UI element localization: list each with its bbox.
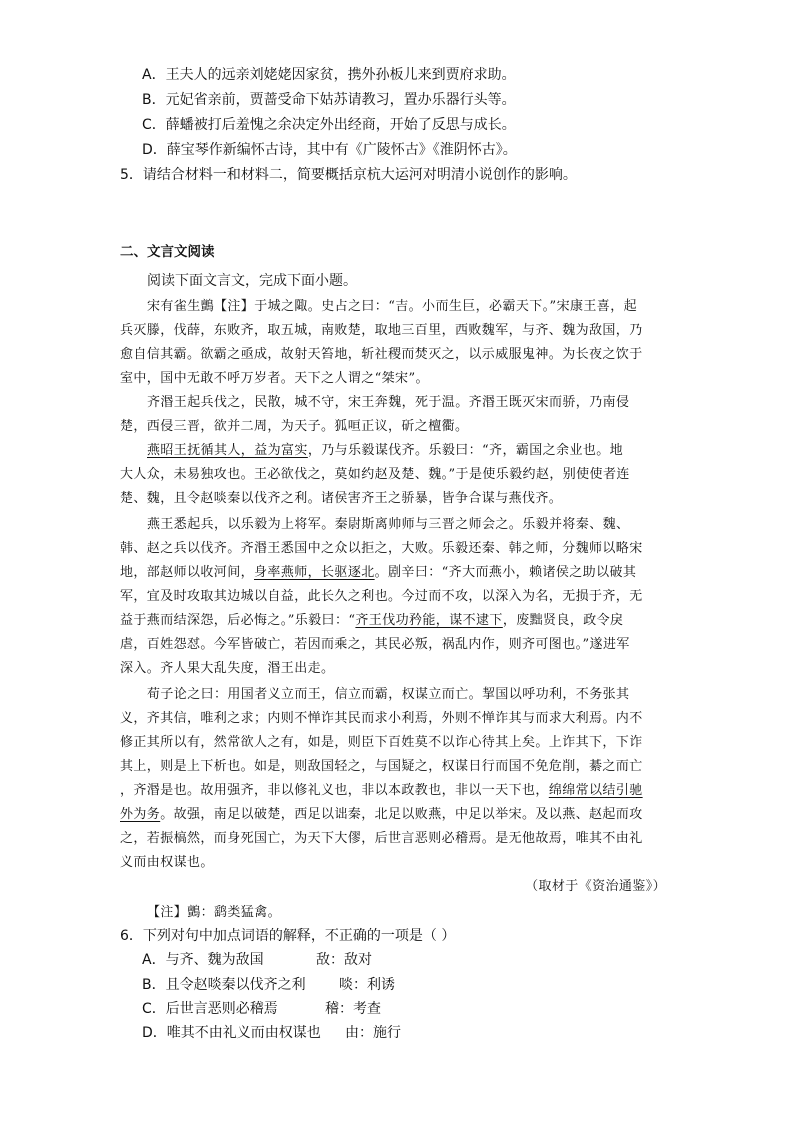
passage-line: 之，若振槁然，而身死国亡，为天下大僇，后世言恶则必稽焉。是无他故焉，唯其不由礼 (120, 831, 643, 846)
passage-line (120, 806, 643, 824)
passage-text: 。故强，南足以破楚，西足以诎秦，北足以败燕，中足以举宋。及以燕、赵起而攻 (160, 807, 643, 822)
passage-text: 地，部赵师以收河间， (120, 565, 255, 580)
source-citation: （取材于《资治通鉴》） (525, 879, 666, 894)
question-5: 5．请结合材料一和材料二，简要概括京杭大运河对明清小说创作的影响。 (120, 167, 577, 183)
q4-option-a: A．王夫人的远亲刘姥姥因家贫，携外孙板儿来到贾府求助。 (142, 67, 516, 83)
question-6-stem: 6．下列对句中加点词语的解释，不正确的一项是（ ） (120, 928, 456, 944)
passage-text: ，齐湣是也。故用强齐，非以修礼义也，非以本政教也，非以一天下也， (120, 783, 549, 798)
underlined-sentence: 身率燕师，长驱逐北 (254, 565, 375, 580)
passage-text: 。剧辛曰：“齐大而燕小，赖诸侯之助以破其 (374, 565, 637, 580)
passage-line: 愈自信其霸。欲霸之亟成，故射天笞地，斩社稷而焚灭之，以示威服鬼神。为长夜之饮于 (120, 347, 643, 362)
passage-line: 楚、魏，且令赵啖秦以伐齐之利。诸侯害齐王之骄暴，皆争合谋与燕伐齐。 (120, 491, 563, 506)
option-label: B．且令赵啖秦以伐齐之利 (142, 977, 306, 993)
passage-line: 军，宜及时攻取其边城以自益，此长久之利也。今过而不攻，以深入为名，无损于齐，无 (120, 589, 643, 604)
passage-line (120, 782, 643, 800)
passage-line: 荀子论之曰：用国者义立而王，信立而霸，权谋立而亡。挈国以呼功利，不务张其 (147, 687, 630, 702)
passage-text: ，废黜贤良，政令戾 (502, 613, 624, 628)
passage-text: ，乃与乐毅谋伐齐。乐毅曰：“齐，霸国之余业也。地 (307, 443, 624, 458)
passage-line: 义而由权谋也。 (120, 855, 214, 870)
passage-text: 益于燕而结深怨，后必悔之。”乐毅曰：“ (120, 613, 356, 628)
option-label: C．后世言恶则必稽焉 (142, 1001, 278, 1017)
option-gloss: 由：施行 (345, 1025, 401, 1041)
section-title: 二、文言文阅读 (120, 244, 215, 260)
passage-line: 修正其所以有，然常欲人之有，如是，则臣下百姓莫不以诈心待其上矣。上诈其下，下诈 (120, 735, 643, 750)
passage-line: 楚，西侵三晋，欲并二周，为天子。狐咺正议，斫之檀衢。 (120, 419, 469, 434)
passage-line (120, 612, 623, 630)
option-gloss: 敌：敌对 (316, 952, 372, 968)
passage-line: 义，齐其信，唯利之求；内则不惮诈其民而求小利焉，外则不惮诈其与而求大利焉。内不 (120, 711, 643, 726)
underlined-sentence: 齐王伐功矜能，谋不逮下 (355, 613, 503, 628)
underlined-sentence: 绵绵常以结引驰 (548, 783, 643, 798)
passage-line (147, 442, 623, 460)
option-gloss: 啖：利诱 (339, 977, 395, 993)
passage-line: 室中，国中无敢不呼万岁者。天下之人谓之“桀宋”。 (120, 371, 429, 386)
q4-option-c: C．薛蟠被打后羞愧之余决定外出经商，开始了反思与成长。 (142, 117, 516, 133)
passage-line: 宋有雀生鸇【注】于城之陬。史占之曰：“吉。小而生巨，必霸天下。”宋康王喜，起 (147, 299, 637, 314)
annotation-note: 【注】鸇：鹞类猛禽。 (147, 905, 282, 920)
underlined-sentence: 外为务 (120, 807, 161, 822)
option-label: A．与齐、魏为敌国 (142, 952, 264, 968)
passage-line: 虐，百姓怨怼。今军皆破亡，若因而乘之，其民必叛，祸乱内作，则齐可图也。”遂进军 (120, 637, 630, 652)
q6-option-a (142, 951, 372, 969)
passage-line (120, 564, 636, 582)
underlined-sentence: 燕昭王抚循其人，益为富实 (147, 443, 308, 458)
passage-line: 大人众，未易独攻也。王必欲伐之，莫如约赵及楚、魏。”于是使乐毅约赵，别使使者连 (120, 467, 630, 482)
option-gloss: 稽：考查 (325, 1001, 381, 1017)
passage-line: 其上，则是上下析也。如是，则敌国轻之，与国疑之，权谋日行而国不免危削，綦之而亡 (120, 759, 643, 774)
q6-option-c (142, 1000, 381, 1018)
passage-line: 兵灭滕，伐薛，东败齐，取五城，南败楚，取地三百里，西败魏军，与齐、魏为敌国，乃 (120, 323, 643, 338)
q4-option-d: D．薛宝琴作新编怀古诗，其中有《广陵怀古》《淮阴怀古》。 (142, 142, 517, 158)
passage-line: 齐湣王起兵伐之，民散，城不守，宋王奔魏，死于温。齐湣王既灭宋而骄，乃南侵 (147, 395, 630, 410)
q4-option-b: B．元妃省亲前，贾蔷受命下姑苏请教习，置办乐器行头等。 (142, 92, 516, 108)
passage-line: 燕王悉起兵，以乐毅为上将军。秦尉斯离帅师与三晋之师会之。乐毅并将秦、魏、 (147, 517, 630, 532)
instruction: 阅读下面文言文，完成下面小题。 (147, 273, 357, 289)
passage-line: 深入。齐人果大乱失度，湣王出走。 (120, 661, 335, 676)
option-label: D．唯其不由礼义而由权谋也 (142, 1025, 321, 1041)
q6-option-d (142, 1024, 401, 1042)
q6-option-b (142, 976, 395, 994)
passage-line: 韩、赵之兵以伐齐。齐湣王悉国中之众以拒之，大败。乐毅还秦、韩之师，分魏师以略宋 (120, 541, 643, 556)
